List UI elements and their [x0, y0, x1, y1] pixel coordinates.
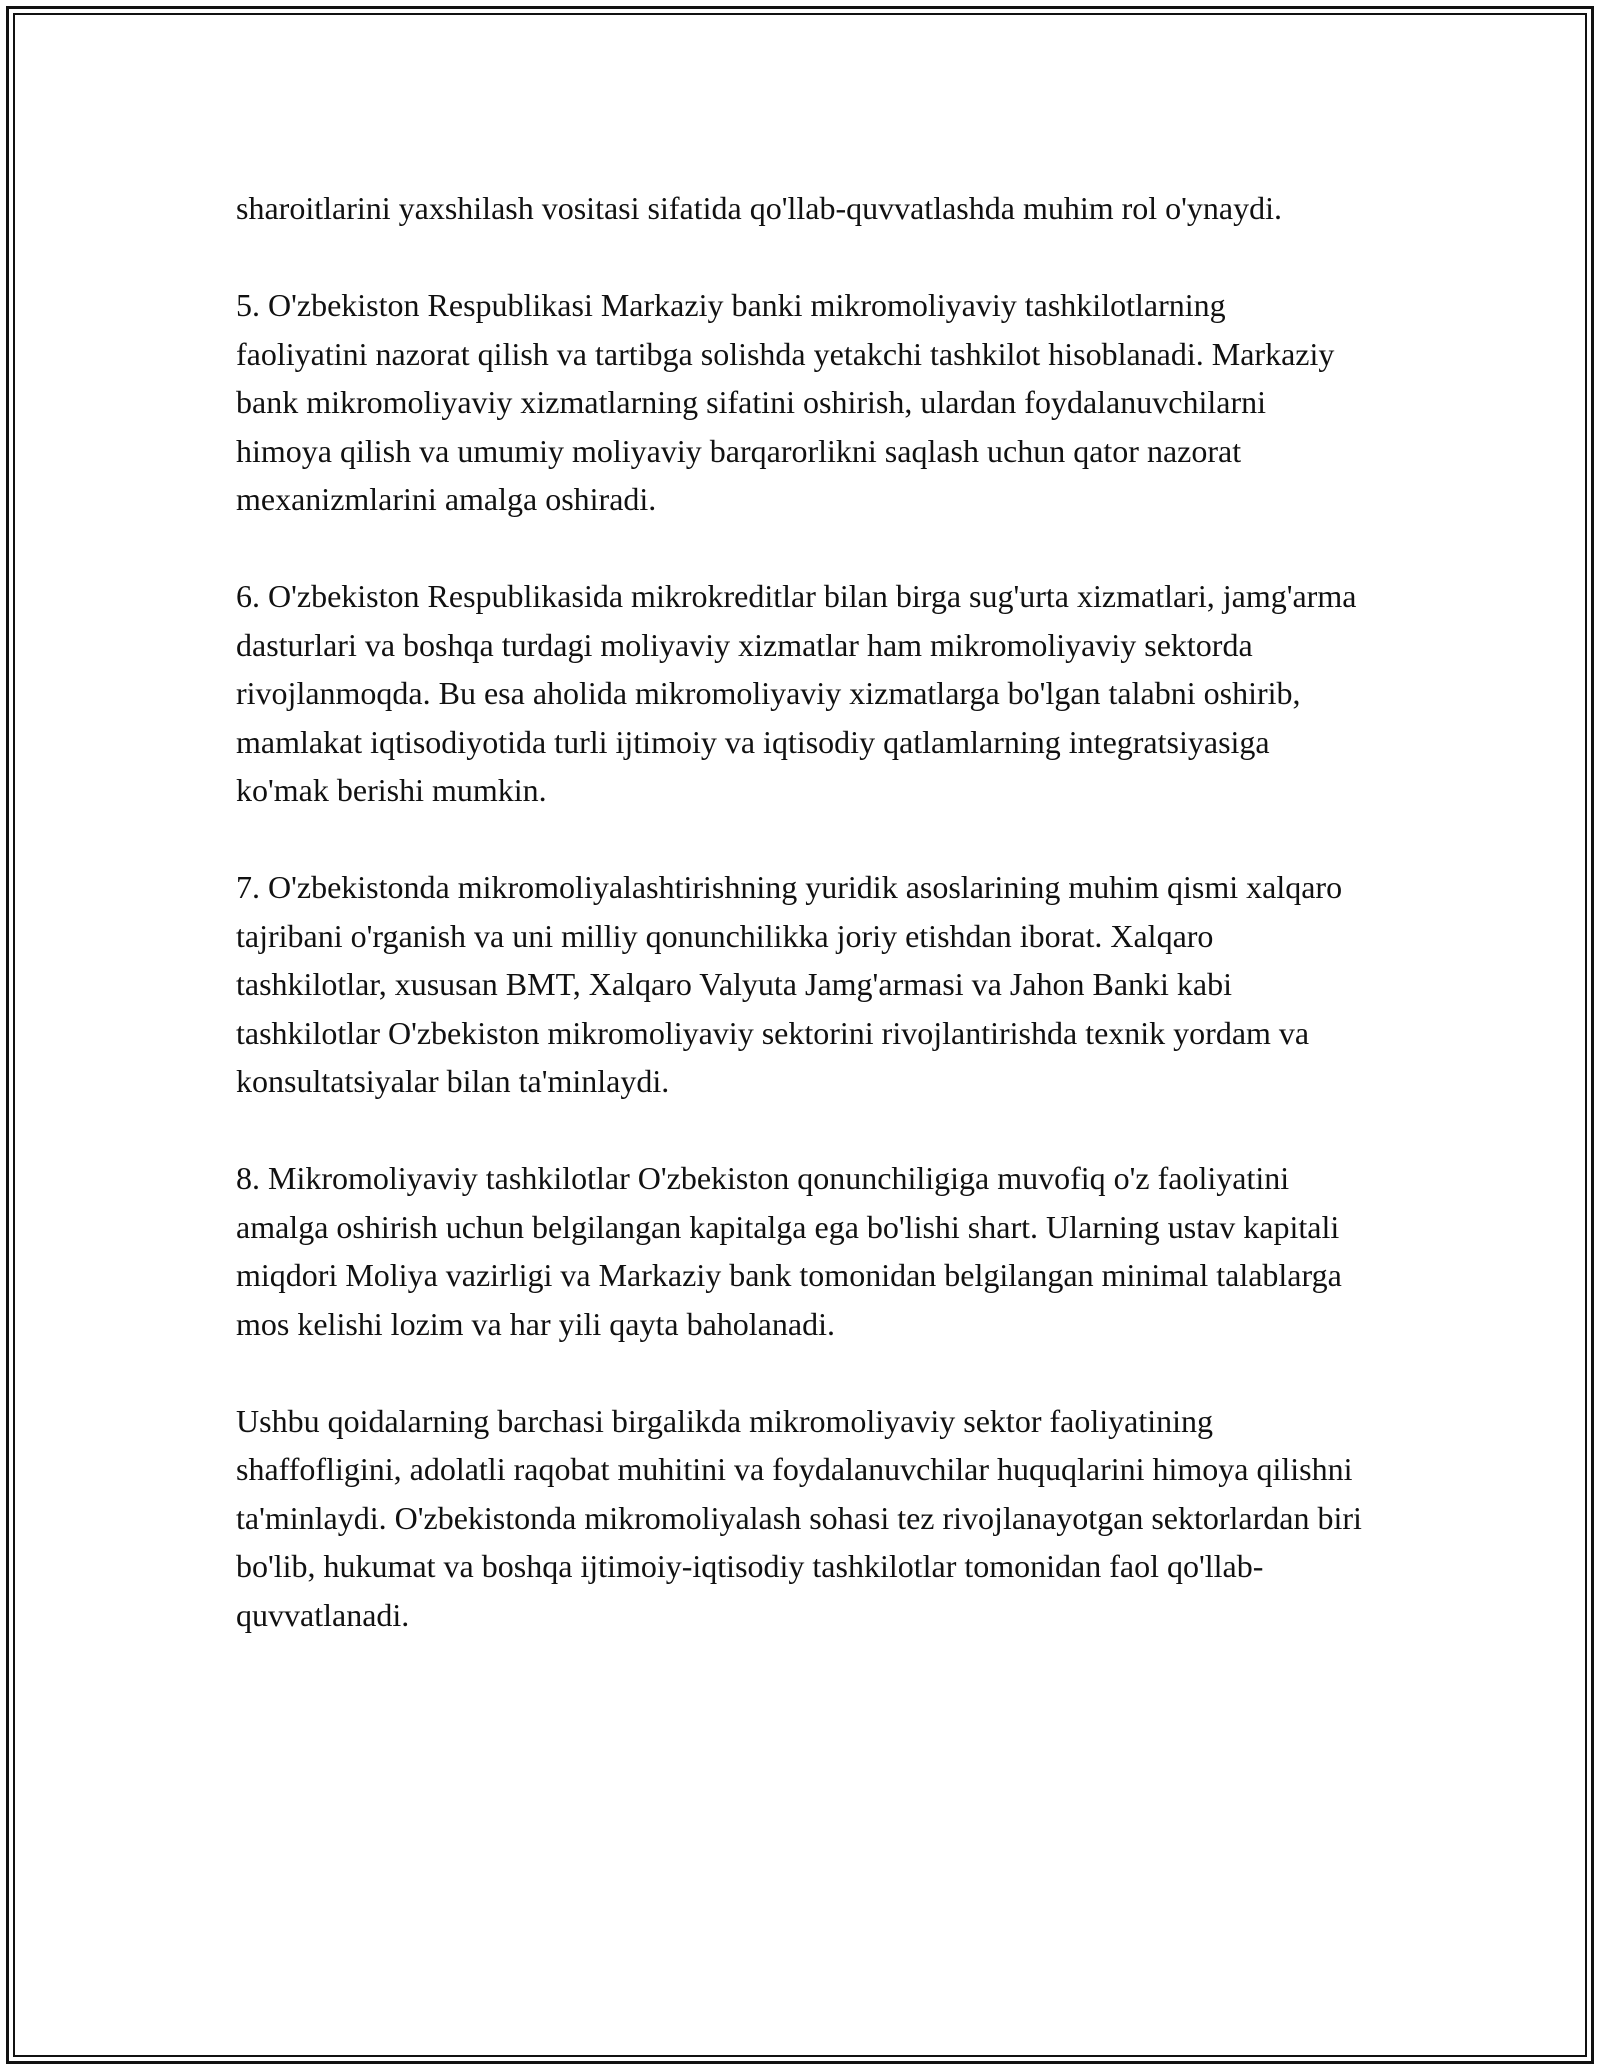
paragraph-item-8: 8. Mikromoliyaviy tashkilotlar O'zbekiston qonunchiligiga muvofiq o'z faoliyatini amalga oshirish uchun belgilangan kapitalga ega bo'lishi shart. Ularning ustav kapitali miqdori Moliya vazirligi va Markaziy bank tomonidan belgilangan minimal talablarga mos kelishi lozim va har yili qayta baholanadi.: [236, 1160, 1342, 1342]
paragraph-item-5: 5. O'zbekiston Respublikasi Markaziy banki mikromoliyaviy tashkilotlarning faoliyatini nazorat qilish va tartibga solishda yetakchi tashkilot hisoblanadi. Markaziy bank mikromoliyaviy xizmatlarning sifatini oshirish, ulardan foydalanuvchilarni himoya qilish va umumiy moliyaviy barqarorlikni saqlash uchun qator nazorat mexanizmlarini amalga oshiradi.: [236, 287, 1335, 517]
paragraph-item-6: 6. O'zbekiston Respublikasida mikrokreditlar bilan birga sug'urta xizmatlari, jamg'arma dasturlari va boshqa turdagi moliyaviy xizmatlar ham mikromoliyaviy sektorda rivojlanmoqda. Bu esa aholida mikromoliyaviy xizmatlarga bo'lgan talabni oshirib, mamlakat iqtisodiyotida turli ijtimoiy va iqtisodiy qatlamlarning integratsiyasiga ko'mak berishi mumkin.: [236, 578, 1357, 808]
paragraph-item-7: 7. O'zbekistonda mikromoliyalashtirishning yuridik asoslarining muhim qismi xalqaro tajribani o'rganish va uni milliy qonunchilikka joriy etishdan iborat. Xalqaro tashkilotlar, xususan BMT, Xalqaro Valyuta Jamg'armasi va Jahon Banki kabi tashkilotlar O'zbekiston mikromoliyaviy sektorini rivojlantirishda texnik yordam va konsultatsiyalar bilan ta'minlaydi.: [236, 869, 1343, 1099]
paragraph-conclusion: Ushbu qoidalarning barchasi birgalikda mikromoliyaviy sektor faoliyatining shaffofligini, adolatli raqobat muhitini va foydalanuvchilar huquqlarini himoya qilishni ta'minlaydi. O'zbekistonda mikromoliyalash sohasi tez rivojlanayotgan sektorlardan biri bo'lib, hukumat va boshqa ijtimoiy-iqtisodiy tashkilotlar tomonidan faol qo'llab-quvvatlanadi.: [236, 1402, 1362, 1633]
paragraph-continuation: sharoitlarini yaxshilash vositasi sifatida qo'llab-quvvatlashda muhim rol o'ynaydi.: [236, 190, 1283, 226]
document-body: [236, 184, 1364, 1688]
